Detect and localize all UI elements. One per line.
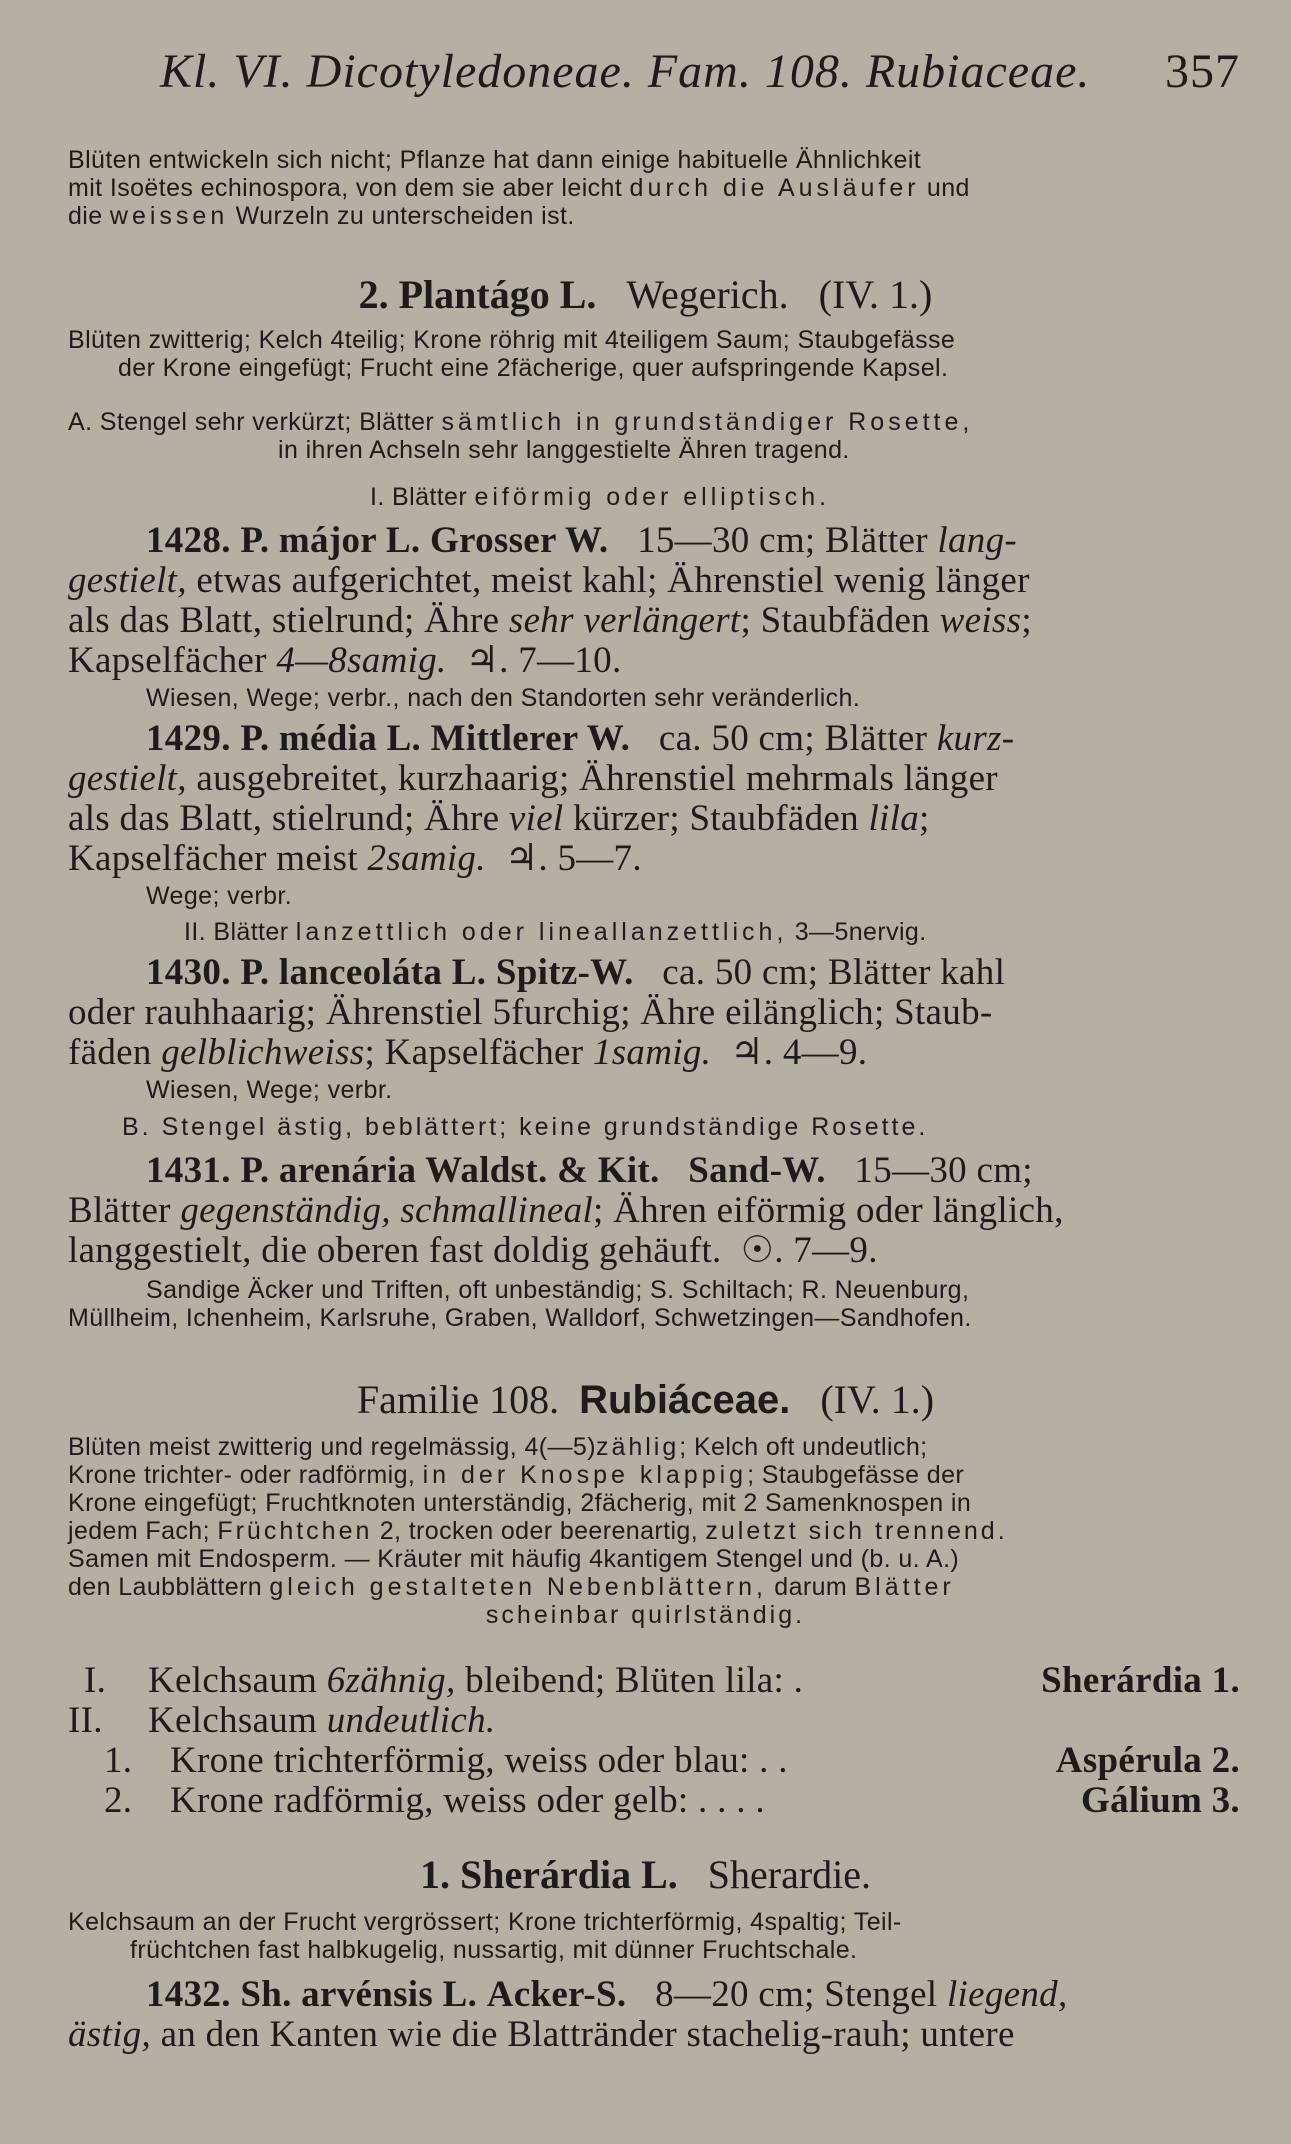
intro-line-3: die weissen Wurzeln zu unterscheiden ist.: [68, 202, 575, 230]
species-1428-line-1: 1428. P. májor L. Grosser W. 15—30 cm; Blätter lang-: [146, 520, 1018, 561]
plantago-key-a-1: A. Stengel sehr verkürzt; Blätter sämtlich in grundständiger Rosette,: [68, 408, 974, 436]
species-1430-line-2: oder rauhhaarig; Ährenstiel 5furchig; Ähre eilänglich; Staub-: [68, 992, 993, 1033]
plantago-key-b: B. Stengel ästig, beblättert; keine grundständige Rosette.: [122, 1113, 929, 1141]
species-1432-line-2: ästig, an den Kanten wie die Blattränder stachelig-rauh; untere: [68, 2014, 1015, 2055]
species-1429-habitat: Wege; verbr.: [146, 882, 293, 910]
species-1429-line-1: 1429. P. média L. Mittlerer W. ca. 50 cm; Blätter kurz-: [146, 718, 1015, 759]
rubiaceae-desc-6: den Laubblättern gleich gestalteten Nebenblättern, darum Blätter: [68, 1573, 955, 1601]
species-1428-line-2: gestielt, etwas aufgerichtet, meist kahl; Ährenstiel wenig länger: [68, 560, 1030, 601]
rubiaceae-desc-5: Samen mit Endosperm. — Kräuter mit häufig 4kantigem Stengel und (b. u. A.): [68, 1545, 960, 1573]
family-heading-rubiaceae: Familie 108. Rubiáceae. (IV. 1.): [356, 1377, 935, 1422]
plantago-key-a-2: in ihren Achseln sehr langgestielte Ähren tragend.: [278, 436, 850, 464]
rubiaceae-desc-7: scheinbar quirlständig.: [485, 1601, 806, 1629]
running-title: Kl. VI. Dicotyledoneae. Fam. 108. Rubiaceae.: [160, 45, 1091, 98]
species-1428-habitat: Wiesen, Wege; verbr., nach den Standorten sehr veränderlich.: [146, 684, 861, 712]
running-header: [160, 45, 1240, 98]
species-1429-line-4: Kapselfächer meist 2samig. ♃. 5—7.: [68, 838, 642, 879]
species-1430-habitat: Wiesen, Wege; verbr.: [146, 1076, 393, 1104]
plantago-key-i: I. Blätter eiförmig oder elliptisch.: [370, 483, 831, 511]
species-1429-line-2: gestielt, ausgebreitet, kurzhaarig; Ährenstiel mehrmals länger: [68, 758, 998, 799]
species-1431-habitat-1: Sandige Äcker und Triften, oft unbeständig; S. Schiltach; R. Neuenburg,: [146, 1276, 970, 1304]
intro-line-1: Blüten entwickeln sich nicht; Pflanze hat dann einige habituelle Ähnlichkeit: [68, 146, 922, 174]
genus-key-row: 2. Krone radförmig, weiss oder gelb: . . . . Gálium 3.: [104, 1780, 1240, 1821]
genus-key-row: II. Kelchsaum undeutlich.: [68, 1700, 496, 1741]
genus-heading-plantago: 2. Plantágo L. Wegerich. (IV. 1.): [358, 272, 933, 317]
intro-line-2: mit Isoëtes echinospora, von dem sie aber leicht durch die Ausläufer und: [68, 174, 970, 202]
plantago-key-ii: II. Blätter lanzettlich oder lineallanzettlich, 3—5nervig.: [184, 918, 927, 946]
species-1432-line-1: 1432. Sh. arvénsis L. Acker-S. 8—20 cm; Stengel liegend,: [146, 1974, 1068, 2015]
species-1430-line-1: 1430. P. lanceoláta L. Spitz-W. ca. 50 cm; Blätter kahl: [146, 952, 1006, 993]
species-1429-line-3: als das Blatt, stielrund; Ähre viel kürzer; Staubfäden lila;: [68, 798, 930, 839]
plantago-desc-2: der Krone eingefügt; Frucht eine 2fächerige, quer aufspringende Kapsel.: [118, 354, 949, 382]
rubiaceae-desc-3: Krone eingefügt; Fruchtknoten unterständig, 2fächerig, mit 2 Samenknospen in: [68, 1489, 972, 1517]
rubiaceae-desc-2: Krone trichter- oder radförmig, in der Knospe klappig; Staubgefässe der: [68, 1461, 965, 1489]
species-1431-habitat-2: Müllheim, Ichenheim, Karlsruhe, Graben, Walldorf, Schwetzingen—Sandhofen.: [68, 1304, 972, 1332]
genus-heading-sherardia: 1. Sherárdia L. Sherardie.: [419, 1852, 872, 1897]
genus-key-row: 1. Krone trichterförmig, weiss oder blau: . . Aspérula 2.: [104, 1740, 1240, 1781]
sherardia-desc-2: früchtchen fast halbkugelig, nussartig, mit dünner Fruchtschale.: [130, 1936, 858, 1964]
genus-key-row: I. Kelchsaum 6zähnig, bleibend; Blüten lila: . Sherárdia 1.: [84, 1660, 1240, 1701]
rubiaceae-desc-1: Blüten meist zwitterig und regelmässig, 4(—5)zählig; Kelch oft undeutlich;: [68, 1433, 928, 1461]
species-1431-line-1: 1431. P. arenária Waldst. & Kit. Sand-W. 15—30 cm;: [146, 1150, 1033, 1191]
species-1431-line-2: Blätter gegenständig, schmallineal; Ähren eiförmig oder länglich,: [68, 1190, 1064, 1231]
species-1431-line-3: langgestielt, die oberen fast doldig gehäuft. ☉. 7—9.: [68, 1230, 878, 1271]
species-1428-line-3: als das Blatt, stielrund; Ähre sehr verlängert; Staubfäden weiss;: [68, 600, 1032, 641]
species-1430-line-3: fäden gelblichweiss; Kapselfächer 1samig. ♃. 4—9.: [68, 1032, 868, 1073]
species-1428-line-4: Kapselfächer 4—8samig. ♃. 7—10.: [68, 640, 622, 681]
page-number: 357: [1165, 45, 1240, 98]
sherardia-desc-1: Kelchsaum an der Frucht vergrössert; Krone trichterförmig, 4spaltig; Teil-: [68, 1908, 902, 1936]
rubiaceae-desc-4: jedem Fach; Früchtchen 2, trocken oder beerenartig, zuletzt sich trennend.: [68, 1517, 1008, 1545]
plantago-desc-1: Blüten zwitterig; Kelch 4teilig; Krone röhrig mit 4teiligem Saum; Staubgefässe: [68, 326, 956, 354]
